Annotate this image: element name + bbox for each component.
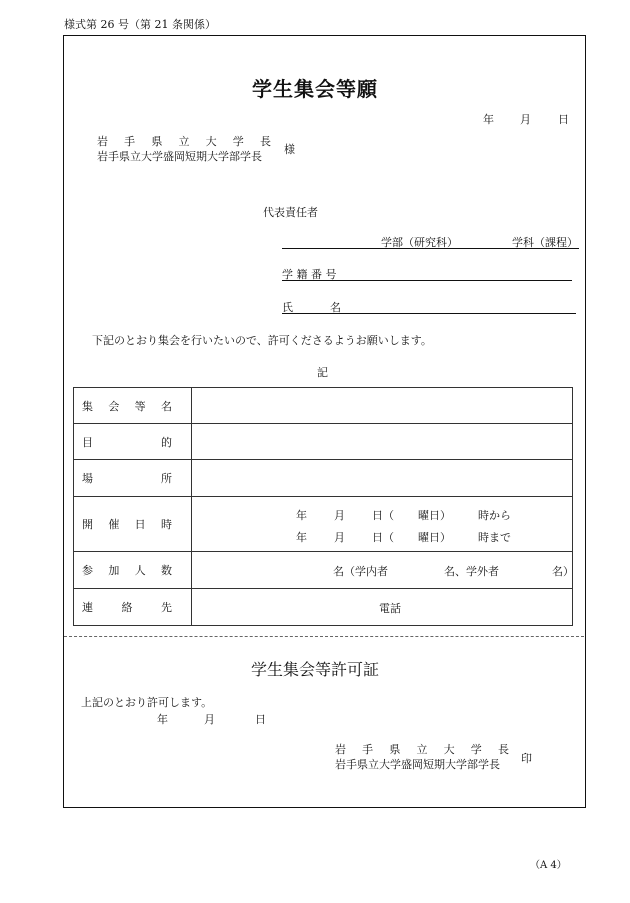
addressee-char: 大	[205, 135, 217, 148]
date-month: 月	[520, 113, 531, 126]
label-char: 会	[108, 399, 120, 413]
phone-label: 電話	[379, 602, 401, 615]
permit-title: 学生集会等許可証	[250, 660, 379, 679]
table-row-purpose	[74, 424, 573, 460]
permit-text: 上記のとおり許可します。	[81, 696, 213, 709]
label-char: 数	[160, 564, 172, 577]
from-day: 日（	[372, 509, 394, 522]
table-row-datetime	[74, 497, 573, 552]
label-char: 名	[160, 399, 172, 413]
table-row-contact	[74, 589, 573, 626]
label-char: 催	[108, 518, 120, 531]
label-char: 参	[82, 564, 93, 577]
label-char: 人	[134, 564, 146, 577]
seal-mark: 印	[521, 752, 532, 765]
contact-label	[74, 589, 192, 626]
table-row-meeting-name	[74, 388, 573, 424]
addressee-char: 学	[232, 135, 244, 148]
name-underline[interactable]	[282, 313, 576, 314]
name-label-1: 氏	[282, 301, 293, 314]
addressee-title	[97, 133, 271, 149]
addressee-char: 長	[259, 135, 271, 148]
from-month: 月	[334, 509, 345, 522]
name-label-2: 名	[330, 301, 341, 314]
participants-field[interactable]	[192, 552, 573, 589]
issuer-char: 学	[470, 743, 482, 756]
table-row-participants	[74, 552, 573, 589]
addressee-char: 手	[124, 135, 136, 148]
meeting-table	[73, 387, 573, 626]
from-year: 年	[296, 509, 307, 522]
issuer-char: 県	[389, 743, 401, 756]
addressee-name: 岩手県立大学盛岡短期大学部学長	[97, 150, 262, 163]
participants-internal-unit: 名、学外者	[444, 565, 499, 578]
label-char: 日	[134, 518, 146, 531]
label-char: 的	[161, 435, 172, 449]
permit-date-year: 年	[157, 713, 168, 726]
meeting-name-field[interactable]	[192, 388, 573, 424]
date-year: 年	[483, 113, 494, 126]
label-char: 開	[82, 518, 93, 531]
label-char: 等	[134, 399, 146, 413]
label-char: 場	[82, 472, 93, 485]
to-day: 日（	[372, 531, 394, 544]
place-field[interactable]	[192, 460, 573, 497]
label-char: 加	[108, 564, 120, 577]
participants-external-unit: 名）	[552, 565, 574, 578]
paper-size: （A 4）	[530, 860, 567, 871]
from-suffix: 時から	[478, 509, 511, 522]
faculty-label: 学部（研究科）	[381, 236, 458, 249]
label-char: 集	[82, 399, 93, 413]
faculty-underline[interactable]	[282, 248, 579, 249]
permit-date-month: 月	[204, 713, 215, 726]
label-char: 連	[82, 601, 93, 614]
permit-date-day: 日	[255, 713, 266, 726]
addressee-char: 岩	[97, 135, 108, 148]
to-suffix: 時まで	[478, 531, 511, 544]
label-char: 絡	[121, 601, 133, 614]
table-row-place	[74, 460, 573, 497]
issuer-title	[335, 741, 509, 757]
issuer-char: 立	[416, 743, 428, 756]
issuer-char: 手	[362, 743, 374, 756]
cut-line	[64, 636, 584, 637]
form-number: 様式第 26 号（第 21 条関係）	[64, 18, 216, 31]
ki-mark: 記	[317, 366, 328, 379]
from-weekday: 曜日）	[418, 509, 451, 522]
purpose-field[interactable]	[192, 424, 573, 460]
date-day: 日	[558, 113, 569, 126]
addressee-char: 立	[178, 135, 190, 148]
participants-total-unit: 名（学内者	[333, 565, 388, 578]
label-char: 時	[160, 518, 172, 531]
to-weekday: 曜日）	[418, 531, 451, 544]
addressee-char: 県	[151, 135, 163, 148]
label-char: 目	[82, 435, 93, 449]
to-month: 月	[334, 531, 345, 544]
purpose-label	[74, 424, 192, 460]
issuer-char: 大	[443, 743, 455, 756]
label-char: 先	[161, 601, 172, 614]
contact-field[interactable]	[192, 589, 573, 626]
request-text: 下記のとおり集会を行いたいので、許可くださるようお願いします。	[92, 334, 432, 347]
place-label	[74, 460, 192, 497]
issuer-char: 岩	[335, 743, 346, 756]
honorific: 様	[284, 143, 295, 156]
form-title: 学生集会等願	[252, 77, 378, 101]
issuer-char: 長	[497, 743, 509, 756]
representative-label: 代表責任者	[263, 206, 318, 219]
student-id-underline[interactable]	[282, 280, 572, 281]
datetime-field[interactable]	[192, 497, 573, 552]
department-label: 学科（課程）	[512, 236, 578, 249]
participants-label	[74, 552, 192, 589]
label-char: 所	[161, 472, 172, 485]
issuer-name: 岩手県立大学盛岡短期大学部学長	[335, 758, 500, 771]
datetime-label	[74, 497, 192, 552]
to-year: 年	[296, 531, 307, 544]
student-id-label: 学 籍 番 号	[282, 268, 337, 281]
meeting-name-label	[74, 388, 192, 424]
